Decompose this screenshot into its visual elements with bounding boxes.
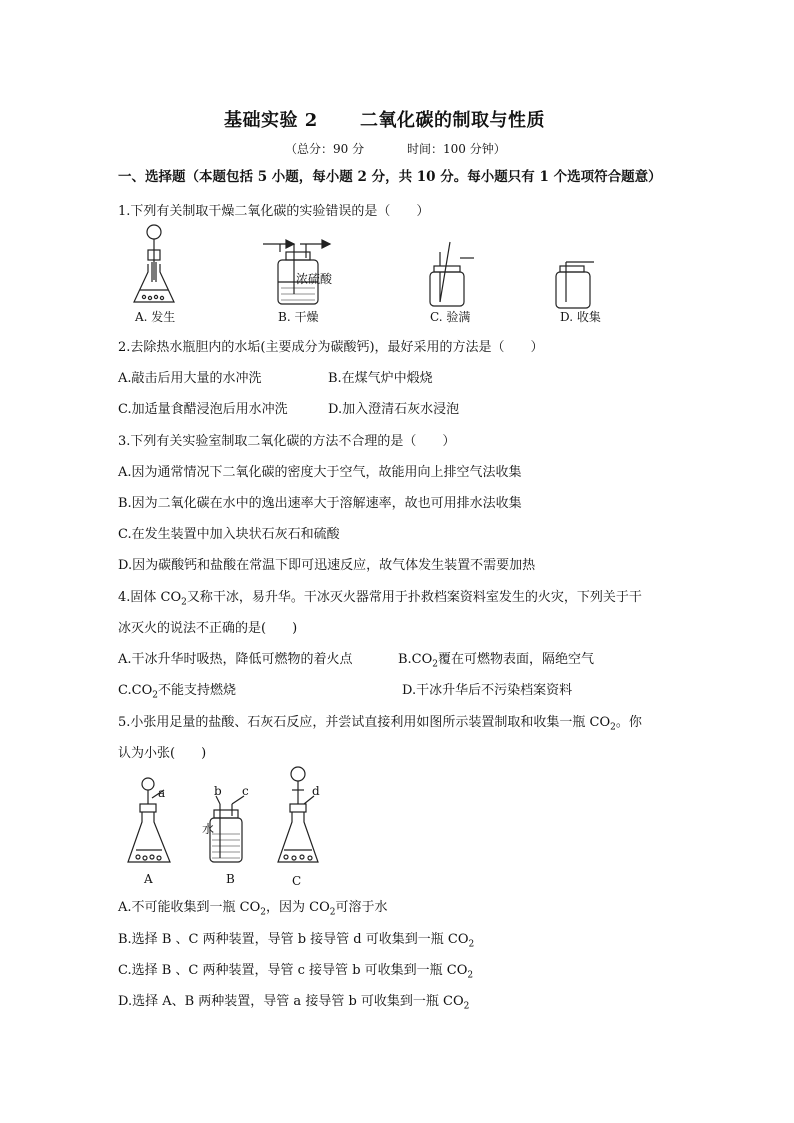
q2-stem: 2.去除热水瓶胆内的水垢(主要成分为碳酸钙)，最好采用的方法是（ ） (118, 340, 544, 355)
q5-stem-line1: 5.小张用足量的盐酸、石灰石反应，并尝试直接利用如图所示装置制取和收集一瓶 $CO_2$。你 (118, 715, 642, 733)
q3-stem: 3.下列有关实验室制取二氧化碳的方法不合理的是（ ） (118, 434, 456, 449)
time-limit: 时间：100 分钟） (407, 142, 506, 156)
q1-apparatus-figure (118, 222, 618, 332)
q2-option-b: B.在煤气炉中煅烧 (328, 371, 433, 386)
q4-option-d: D.干冰升华后不污染档案资料 (402, 683, 573, 698)
fig-letter-b: b (214, 784, 222, 798)
caption-d: D. 收集 (560, 310, 601, 324)
total-score: （总分：90 分 (285, 142, 365, 156)
apparatus-d-collection (556, 262, 594, 308)
q5-option-b: B.选择 B 、C 两种装置，导管 b 接导管 d 可收集到一瓶 $CO_2$ (118, 932, 475, 950)
fig-caption-b: B (226, 872, 235, 886)
fig-caption-a: A (144, 872, 153, 886)
q5-stem-line2: 认为小张( ) (118, 746, 207, 761)
q4-option-c: $C.CO_2$不能支持燃烧 (118, 683, 236, 701)
q3-option-c: C.在发生装置中加入块状石灰石和硫酸 (118, 527, 340, 542)
fig-letter-c: c (242, 784, 249, 798)
q5-option-d: D.选择 A、B 两种装置，导管 a 接导管 b 可收集到一瓶 $CO_2$ (118, 994, 470, 1012)
apparatus-a-generator (134, 225, 174, 302)
apparatus-c-full-check (430, 242, 474, 306)
q2-option-d: D.加入澄清石灰水浸泡 (328, 402, 460, 417)
title-left: 基础实验 2 (224, 110, 318, 131)
caption-a: A. 发生 (135, 310, 176, 324)
caption-b: B. 干燥 (278, 310, 319, 324)
q4-option-a: A.干冰升华时吸热，降低可燃物的着火点 (118, 652, 353, 667)
apparatus-c (278, 767, 318, 862)
section-heading: 一、选择题（本题包括 5 小题，每小题 2 分，共 10 分。每小题只有 1 个选项符合题意） (118, 169, 662, 185)
title-right: 二氧化碳的制取与性质 (360, 110, 545, 131)
q4-option-b: $B.CO_2$覆在可燃物表面，隔绝空气 (398, 652, 595, 670)
q1-stem: 1.下列有关制取干燥二氧化碳的实验错误的是（ ） (118, 204, 430, 219)
fig-letter-d: d (312, 784, 320, 798)
q5-option-a: A.不可能收集到一瓶 $CO_2$，因为 $CO_2$可溶于水 (118, 900, 388, 918)
fig-label-sulfuric-acid: 浓硫酸 (296, 272, 333, 286)
caption-c: C. 验满 (430, 310, 471, 324)
q3-option-d: D.因为碳酸钙和盐酸在常温下即可迅速反应，故气体发生装置不需要加热 (118, 558, 536, 573)
apparatus-b (210, 796, 244, 862)
q3-option-b: B.因为二氧化碳在水中的逸出速率大于溶解速率，故也可用排水法收集 (118, 496, 522, 511)
fig-letter-a: a (158, 786, 166, 800)
fig-label-water: 水 (202, 822, 215, 836)
q4-stem-line2: 冰灭火的说法不正确的是( ) (118, 621, 298, 636)
fig-caption-c: C (292, 874, 302, 888)
q5-option-c: C.选择 B 、C 两种装置，导管 c 接导管 b 可收集到一瓶 $CO_2$ (118, 963, 474, 981)
q3-option-a: A.因为通常情况下二氧化碳的密度大于空气，故能用向上排空气法收集 (118, 465, 522, 480)
q2-option-a: A.敲击后用大量的水冲洗 (118, 371, 262, 386)
q4-stem-line1: 4.固体 $CO_2$又称干冰，易升华。干冰灭火器常用于扑救档案资料室发生的火灾，下列关于干 (118, 590, 642, 608)
q5-apparatus-figure (120, 764, 340, 884)
q2-option-c: C.加适量食醋浸泡后用水冲洗 (118, 402, 288, 417)
